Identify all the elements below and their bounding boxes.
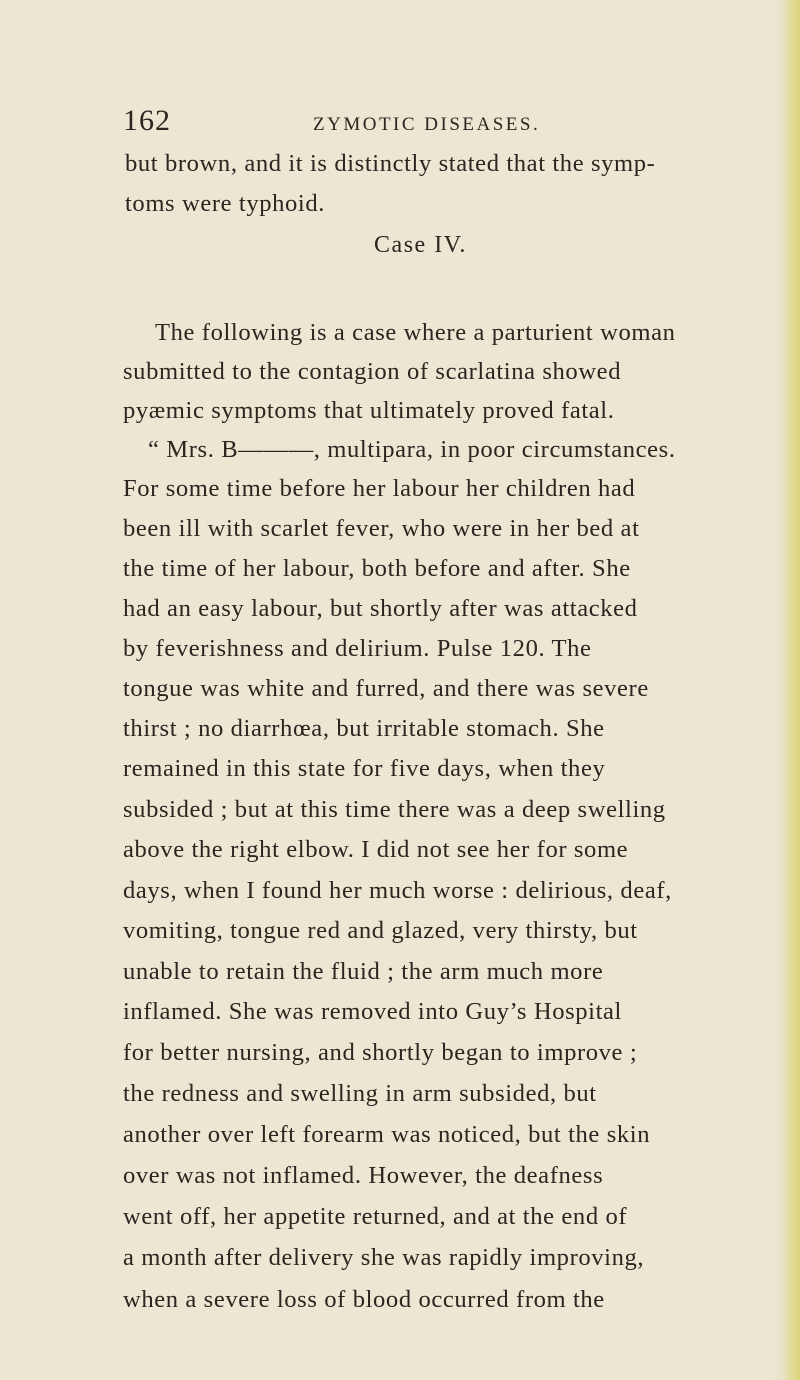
text-line: thirst ; no diarrhœa, but irritable stomach. She [123,715,605,742]
text-line: went off, her appetite returned, and at the end of [123,1203,628,1230]
text-line: tongue was white and furred, and there was severe [123,675,649,702]
running-title: ZYMOTIC DISEASES. [313,114,541,135]
text-line: The following is a case where a parturient woman [155,319,676,346]
text-line: had an easy labour, but shortly after was attacked [123,595,638,622]
text-line: inflamed. She was removed into Guy’s Hospital [123,998,622,1025]
text-line: For some time before her labour her children had [123,475,636,502]
text-line: toms were typhoid. [125,190,326,217]
page-number: 162 [123,104,171,137]
text-line: “ Mrs. B———, multipara, in poor circumstances. [148,436,676,463]
page-edge-shading [772,0,800,1380]
text-line: for better nursing, and shortly began to improve ; [123,1039,638,1066]
text-line: pyæmic symptoms that ultimately proved fatal. [123,397,615,424]
text-line: but brown, and it is distinctly stated that the symp- [125,150,656,177]
text-line: a month after delivery she was rapidly improving, [123,1244,645,1271]
text-line: remained in this state for five days, when they [123,755,606,782]
text-line: the redness and swelling in arm subsided, but [123,1080,597,1107]
text-line: over was not inflamed. However, the deafness [123,1162,604,1189]
text-line: unable to retain the fluid ; the arm much more [123,958,604,985]
text-line: another over left forearm was noticed, but the skin [123,1121,651,1148]
text-line: been ill with scarlet fever, who were in her bed at [123,515,640,542]
text-line: days, when I found her much worse : delirious, deaf, [123,877,672,904]
text-line: the time of her labour, both before and after. She [123,555,631,582]
text-line: when a severe loss of blood occurred from the [123,1286,605,1313]
case-heading: Case IV. [374,232,467,258]
text-line: submitted to the contagion of scarlatina showed [123,358,622,385]
text-line: above the right elbow. I did not see her for some [123,836,629,863]
text-line: vomiting, tongue red and glazed, very thirsty, but [123,917,638,944]
body-text [123,0,738,1380]
text-line: by feverishness and delirium. Pulse 120. The [123,635,592,662]
text-line: subsided ; but at this time there was a deep swelling [123,796,666,823]
